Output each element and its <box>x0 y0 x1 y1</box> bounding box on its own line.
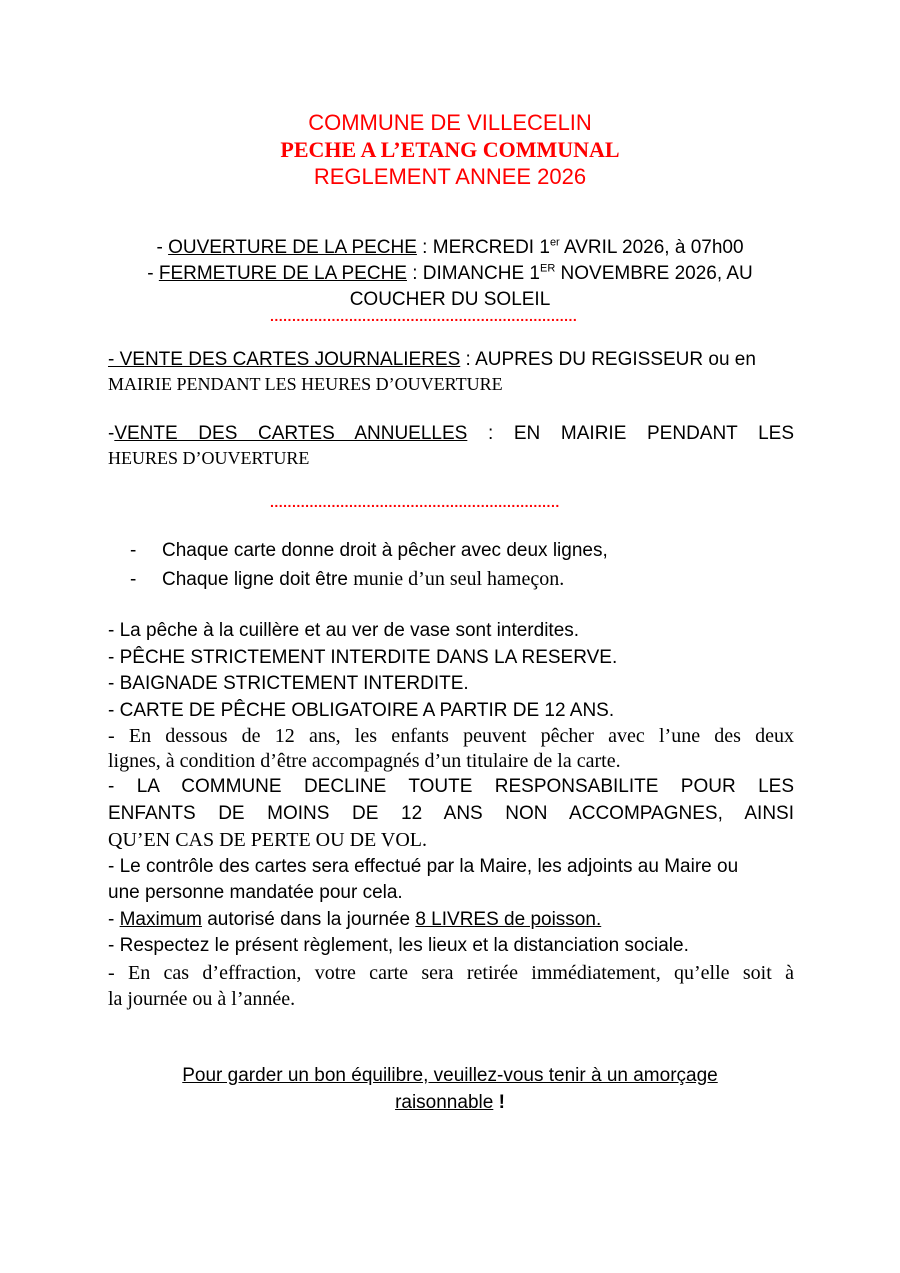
rule-item: - En cas d’effraction, votre carte sera retirée immédiatement, qu’elle soit à <box>108 961 794 984</box>
rule-item: - BAIGNADE STRICTEMENT INTERDITE. <box>108 673 469 694</box>
closing-date-line: - FERMETURE DE LA PECHE : DIMANCHE 1ER NOVEMBRE 2026, AU COUCHER DU SOLEIL <box>147 262 753 310</box>
rule-item: - En dessous de 12 ans, les enfants peuvent pêcher avec l’une des deux <box>108 725 794 747</box>
red-dotted-separator-2: .................................................................. <box>270 494 560 510</box>
rule-item: - PÊCHE STRICTEMENT INTERDITE DANS LA RESERVE. <box>108 646 618 668</box>
rule-item: lignes, à condition d’être accompagnés d’un titulaire de la carte. <box>108 750 621 772</box>
commune-title: COMMUNE DE VILLECELIN <box>308 110 592 135</box>
rules-list <box>108 618 794 1013</box>
list-item: - Chaque ligne doit être munie d’un seul hameçon. <box>130 568 565 590</box>
daily-cards-sale: - VENTE DES CARTES JOURNALIERES : AUPRES DU REGISSEUR ou en MAIRIE PENDANT LES HEURES D’OUVERTURE <box>108 349 756 394</box>
rule-item: - Respectez le présent règlement, les lieux et la distanciation sociale. <box>108 935 689 956</box>
annual-cards-label: VENTE DES CARTES ANNUELLES <box>114 423 468 444</box>
rule-item: la journée ou à l’année. <box>108 988 296 1010</box>
opening-date-line: - OUVERTURE DE LA PECHE : MERCREDI 1er AVRIL 2026, à 07h00 <box>156 236 744 258</box>
footer-note: Pour garder un bon équilibre, veuillez-vous tenir à un amorçage raisonnable ! <box>182 1065 718 1113</box>
regulation-year-title: REGLEMENT ANNEE 2026 <box>313 164 587 189</box>
closing-label: FERMETURE DE LA PECHE <box>158 263 407 284</box>
rule-item: - LA COMMUNE DECLINE TOUTE RESPONSABILITE POUR LES <box>108 776 794 797</box>
annual-cards-sale: -VENTE DES CARTES ANNUELLES : EN MAIRIE PENDANT LES HEURES D’OUVERTURE <box>108 423 794 468</box>
rule-item: - CARTE DE PÊCHE OBLIGATOIRE A PARTIR DE 12 ANS. <box>108 699 615 721</box>
bullet-list <box>130 537 608 594</box>
rule-item: une personne mandatée pour cela. <box>108 882 403 903</box>
rule-item: ENFANTS DE MOINS DE 12 ANS NON ACCOMPAGNES, AINSI <box>108 802 794 824</box>
list-item: - Chaque carte donne droit à pêcher avec deux lignes, <box>130 540 608 561</box>
opening-label: OUVERTURE DE LA PECHE <box>168 237 417 258</box>
daily-cards-label: - VENTE DES CARTES JOURNALIERES <box>108 349 461 370</box>
rule-item: QU’EN CAS DE PERTE OU DE VOL. <box>108 829 427 851</box>
red-dotted-separator: ...................................................................... <box>270 308 578 324</box>
pond-title: PECHE A L’ETANG COMMUNAL <box>280 137 620 162</box>
rule-item: - La pêche à la cuillère et au ver de vase sont interdites. <box>108 620 580 641</box>
rule-item: - Le contrôle des cartes sera effectué par la Maire, les adjoints au Maire ou <box>108 855 739 877</box>
season-dates <box>100 235 800 313</box>
rule-item: - Maximum autorisé dans la journée 8 LIVRES de poisson. <box>108 908 602 930</box>
